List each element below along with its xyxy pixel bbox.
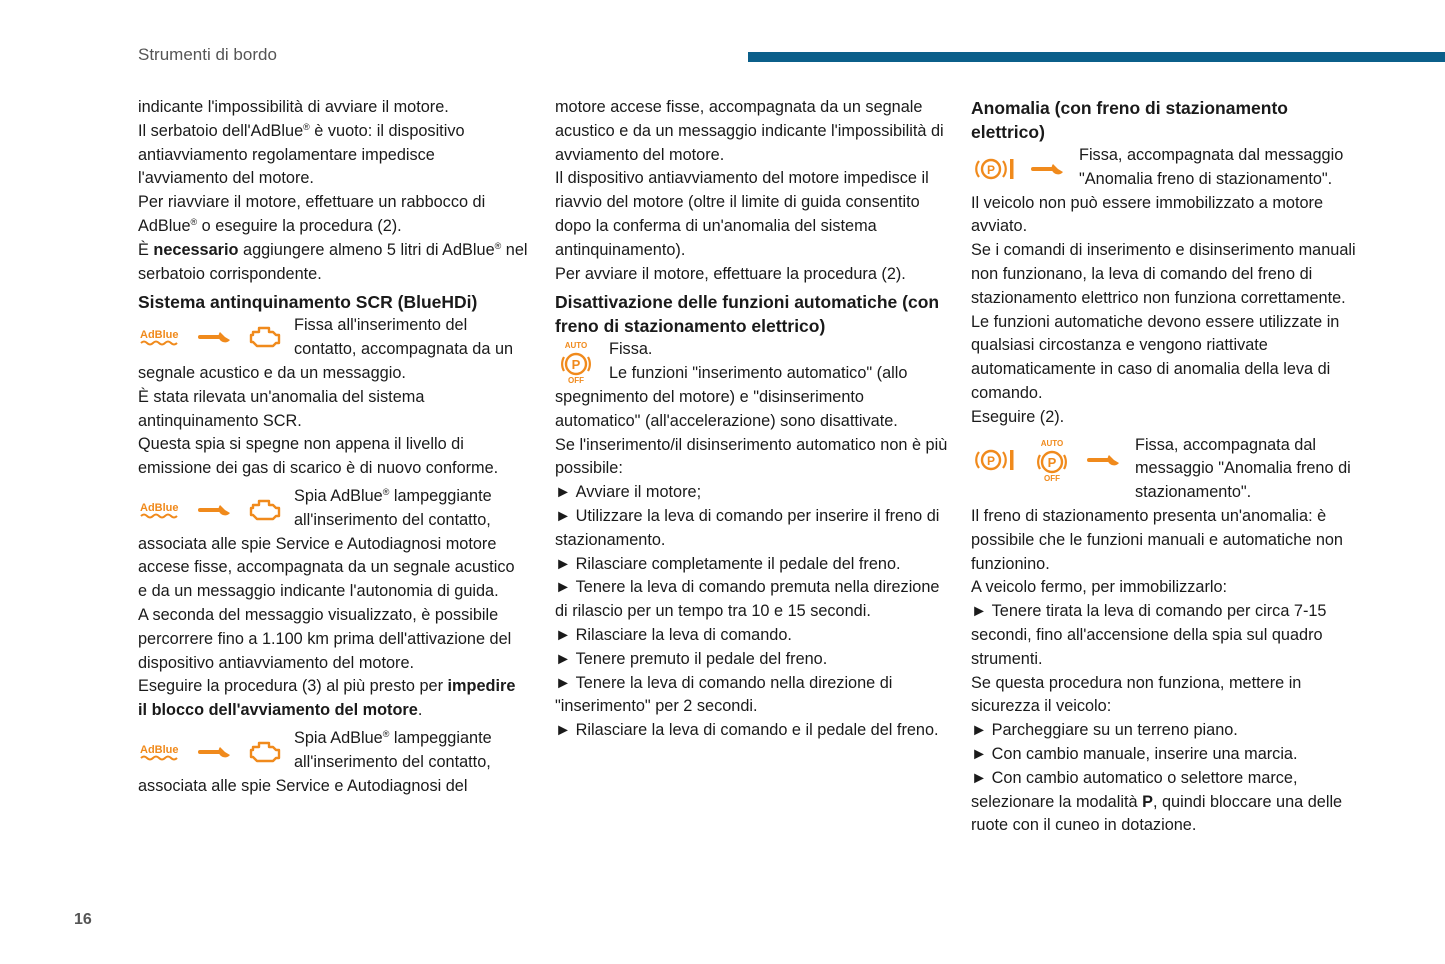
paragraph: È necessario aggiungere almeno 5 litri di AdBlue® nel serbatoio corrispondente.: [138, 240, 528, 283]
warning-block: [138, 727, 528, 798]
adblue-warning-icon: [138, 499, 184, 521]
warning-text: Fissa all'inserimento del contatto, accompagnata da un segnale acustico e da un messaggio.: [138, 316, 514, 382]
paragraph: Il freno di stazionamento presenta un'anomalia: è possibile che le funzioni manuali e automatiche non funzionino.: [971, 506, 1343, 573]
paragraph: Le funzioni "inserimento automatico" (allo spegnimento del motore) e "disinserimento automatico" (all'accelerazione) sono disattivate.: [555, 364, 908, 430]
warning-block: [971, 434, 1366, 505]
paragraph: Se l'inserimento/il disinserimento automatico non è più possibile:: [555, 435, 948, 478]
auto-parking-off-icon: [1031, 438, 1073, 482]
list-item: ► Con cambio automatico o selettore marce, selezionare la modalità P, quindi bloccare una delle ruote con il cuneo in dotazione.: [971, 767, 1366, 838]
svg-text:P: P: [1047, 454, 1057, 470]
warning-icons: [138, 491, 282, 529]
column-2: [555, 96, 950, 743]
list-item: ► Tenere tirata la leva di comando per circa 7-15 secondi, fino all'accensione della spia sul quadro strumenti.: [971, 600, 1366, 671]
paragraph: Il serbatoio dell'AdBlue® è vuoto: il dispositivo antiavviamento regolamentare impedisce l'avviamento del motore.: [138, 121, 465, 188]
paragraph: A seconda del messaggio visualizzato, è possibile percorrere fino a 1.100 km prima dell'attivazione del dispositivo antiavviamento del motore.: [138, 605, 512, 672]
wrench-service-icon: [1031, 161, 1067, 177]
paragraph: A veicolo fermo, per immobilizzarlo:: [971, 578, 1228, 597]
list-item: ► Rilasciare completamente il pedale del freno.: [555, 553, 950, 577]
wrench-service-icon: [198, 744, 234, 760]
paragraph: È stata rilevata un'anomalia del sistema antinquinamento SCR.: [138, 387, 425, 430]
list-item: ► Utilizzare la leva di comando per inserire il freno di stazionamento.: [555, 505, 950, 553]
paragraph: Se questa procedura non funziona, mettere in sicurezza il veicolo:: [971, 673, 1302, 716]
list-item: ► Tenere la leva di comando premuta nella direzione di rilascio per un tempo tra 10 e 15 secondi.: [555, 576, 950, 624]
column-1: [138, 96, 528, 798]
svg-text:P: P: [986, 163, 996, 177]
warning-text: Spia AdBlue® lampeggiante all'inserimento del contatto, associata alle spie Service e Autodiagnosi motore accese fisse, accompagnata da un segnale acustico e da un messaggio indicante l'autonomia di guida.: [138, 486, 515, 601]
wrench-service-icon: [1087, 452, 1123, 468]
paragraph: indicante l'impossibilità di avviare il motore.: [138, 98, 449, 116]
paragraph: Se i comandi di inserimento e disinserimento manuali non funzionano, la leva di comando del freno di stazionamento elettrico non funziona correttamente.: [971, 241, 1356, 307]
header-bar: [748, 52, 1445, 62]
list-item: ► Avviare il motore;: [555, 481, 950, 505]
list-item: ► Rilasciare la leva di comando e il pedale del freno.: [555, 719, 950, 743]
page-number: 16: [74, 911, 92, 928]
list-item: ► Rilasciare la leva di comando.: [555, 624, 950, 648]
paragraph: Le funzioni automatiche devono essere utilizzate in qualsiasi circostanza e vengono riattivate automaticamente in caso di anomalia della leva di comando.: [971, 312, 1340, 402]
svg-text:OFF: OFF: [568, 376, 584, 385]
warning-block: [971, 144, 1366, 192]
engine-check-icon: [248, 324, 282, 350]
warning-block: [138, 314, 528, 385]
auto-parking-off-icon: [555, 340, 597, 384]
section-title: Strumenti di bordo: [138, 45, 277, 64]
paragraph: Per riavviare il motore, effettuare un rabbocco di AdBlue® o eseguire la procedura (2).: [138, 193, 486, 235]
warning-icons: [555, 340, 597, 384]
wrench-service-icon: [198, 502, 234, 518]
adblue-warning-icon: [138, 326, 184, 348]
svg-text:AUTO: AUTO: [1040, 438, 1064, 448]
list-item: ► Tenere premuto il pedale del freno.: [555, 648, 950, 672]
svg-text:OFF: OFF: [1044, 473, 1060, 482]
paragraph: Eseguire la procedura (3) al più presto per impedire il blocco dell'avviamento del motore.: [138, 677, 516, 720]
wrench-service-icon: [198, 329, 234, 345]
paragraph: Il dispositivo antiavviamento del motore impedisce il riavvio del motore (oltre il limite di guida consentito dopo la conferma di un'anomalia del sistema antinquinamento).: [555, 169, 929, 259]
paragraph: Eseguire (2).: [971, 407, 1065, 426]
paragraph: Questa spia si spegne non appena il livello di emissione dei gas di scarico è di nuovo conforme.: [138, 435, 499, 478]
svg-text:P: P: [986, 453, 996, 468]
column-3: [971, 96, 1366, 838]
section-heading: Disattivazione delle funzioni automatiche (con freno di stazionamento elettrico): [555, 292, 940, 337]
section-heading: Sistema antinquinamento SCR (BlueHDi): [138, 292, 478, 313]
warning-icons: [138, 733, 282, 771]
paragraph: Il veicolo non può essere immobilizzato a motore avviato.: [971, 193, 1324, 236]
warning-text: Fissa, accompagnata dal messaggio "Anomalia freno di stazionamento".: [1135, 435, 1351, 502]
engine-check-icon: [248, 497, 282, 523]
warning-text: Fissa, accompagnata dal messaggio "Anomalia freno di stazionamento".: [1079, 146, 1344, 188]
warning-block: [555, 338, 950, 433]
warning-icons: [971, 150, 1067, 188]
svg-text:AdBlue: AdBlue: [140, 329, 179, 342]
section-heading: Anomalia (con freno di stazionamento elettrico): [971, 98, 1288, 142]
warning-block: [138, 485, 528, 604]
warning-icons: [971, 438, 1123, 482]
paragraph: Per avviare il motore, effettuare la procedura (2).: [555, 264, 906, 283]
paragraph: motore accese fisse, accompagnata da un segnale acustico e da un messaggio indicante l'impossibilità di avviamento del motore.: [555, 98, 944, 164]
svg-text:AUTO: AUTO: [564, 341, 588, 351]
list-item: ► Con cambio manuale, inserire una marcia.: [971, 743, 1366, 767]
engine-check-icon: [248, 739, 282, 765]
adblue-warning-icon: [138, 741, 184, 763]
svg-text:AdBlue: AdBlue: [140, 501, 179, 514]
svg-text:P: P: [571, 357, 581, 373]
list-item: ► Parcheggiare su un terreno piano.: [971, 719, 1366, 743]
warning-text: Fissa.: [609, 340, 653, 359]
parking-brake-warning-icon: [971, 445, 1017, 475]
warning-text: Spia AdBlue® lampeggiante all'inserimento del contatto, associata alle spie Service e Autodiagnosi del: [138, 728, 492, 795]
list-item: ► Tenere la leva di comando nella direzione di "inserimento" per 2 secondi.: [555, 672, 950, 720]
parking-brake-warning-icon: [971, 154, 1017, 184]
warning-icons: [138, 318, 282, 356]
svg-text:AdBlue: AdBlue: [140, 743, 179, 756]
